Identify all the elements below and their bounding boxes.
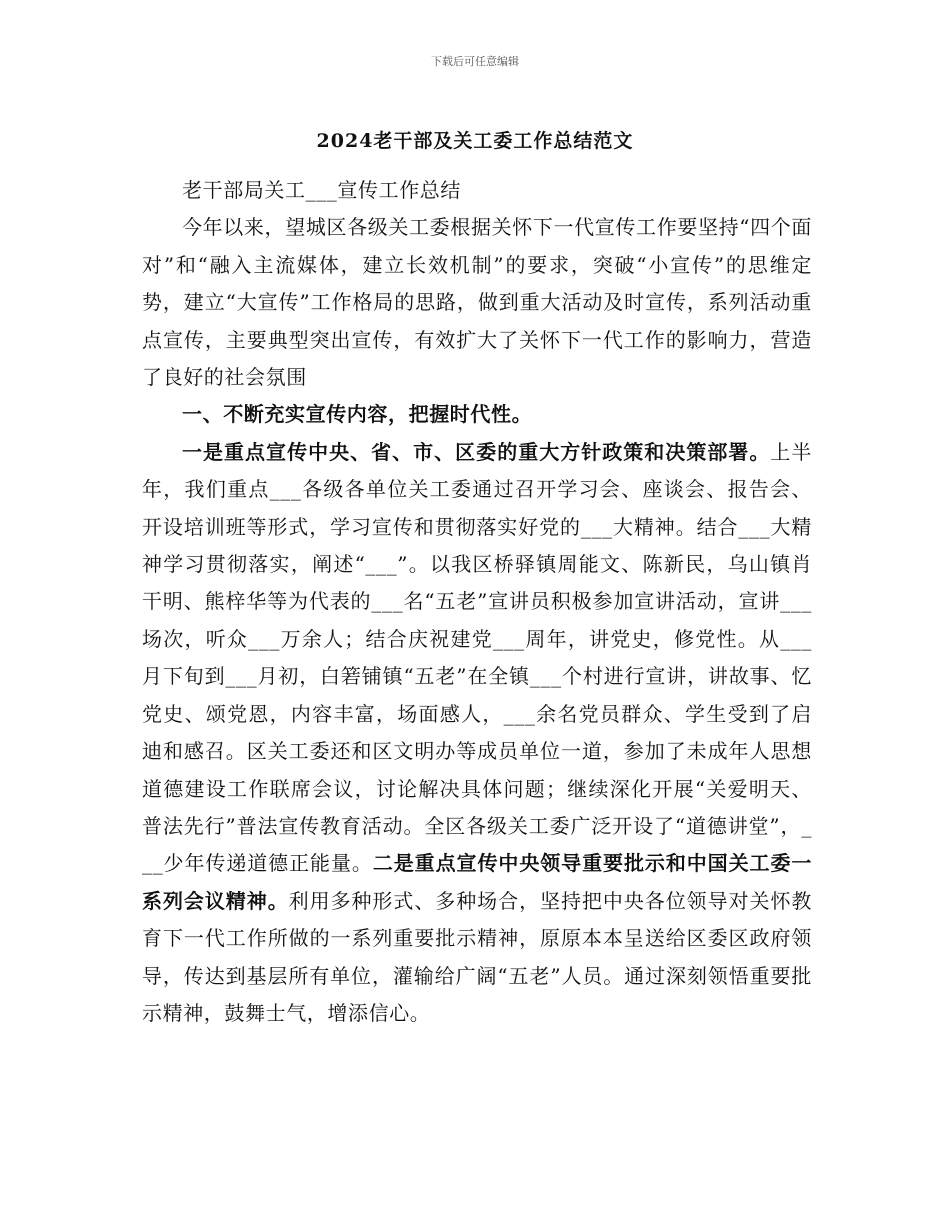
- point1-body: 上半年，我们重点___各级各单位关工委通过召开学习会、座谈会、报告会、开设培训班等形式，学习宣传和贯彻落实好党的___大精神。结合___大精神学习贯彻落实，阐述“___”。以我区桥驿镇周能文、陈新民，乌山镇肖干明、熊梓华等为代表的___名“五老”宣讲员积极参加宣讲活动，宣讲___场次，听众___万余人；结合庆祝建党___周年，讲党史，修党性。从___月下旬到___月初，白箬铺镇“五老”在全镇___个村进行宣讲，讲故事、忆党史、颂党恩，内容丰富，场面感人，___余名党员群众、学生受到了启迪和感召。区关工委还和区文明办等成员单位一道，参加了未成年人思想道德建设工作联席会议，讨论解决具体问题；继续深化开展“关爱明天、普法先行”普法宣传教育活动。全区各级关工委广泛开设了“道德讲堂”，___少年传递道德正能量。: [142, 439, 812, 876]
- intro-paragraph: 今年以来，望城区各级关工委根据关怀下一代宣传工作要坚持“四个面对”和“融入主流媒体，建立长效机制”的要求，突破“小宣传”的思维定势，建立“大宣传”工作格局的思路，做到重大活动及时宣传，系列活动重点宣传，主要典型突出宣传，有效扩大了关怀下一代工作的影响力，营造了良好的社会氛围: [142, 215, 812, 390]
- document-subtitle: 老干部局关工___宣传工作总结: [182, 178, 461, 202]
- point1-paragraph: [142, 434, 812, 1033]
- point2-body: 利用多种形式、多种场合，坚持把中央各位领导对关怀教育下一代工作所做的一系列重要批示精神，原原本本呈送给区委区政府领导，传达到基层所有单位，灌输给广阔“五老”人员。通过深刻领悟重要批示精神，鼓舞士气，增添信心。: [142, 888, 812, 1025]
- document-title: 2024老干部及关工委工作总结范文: [316, 130, 634, 152]
- header-note: 下载后可任意编辑: [431, 55, 519, 68]
- point1-heading: 一是重点宣传中央、省、市、区委的重大方针政策和决策部署。: [182, 439, 771, 464]
- point2-heading: 二是重点宣传中央领导重要批示和中国关工委一系列会议精神。: [142, 851, 813, 913]
- section-heading: 一、不断充实宣传内容，把握时代性。: [182, 402, 533, 427]
- document-body: [142, 172, 812, 1032]
